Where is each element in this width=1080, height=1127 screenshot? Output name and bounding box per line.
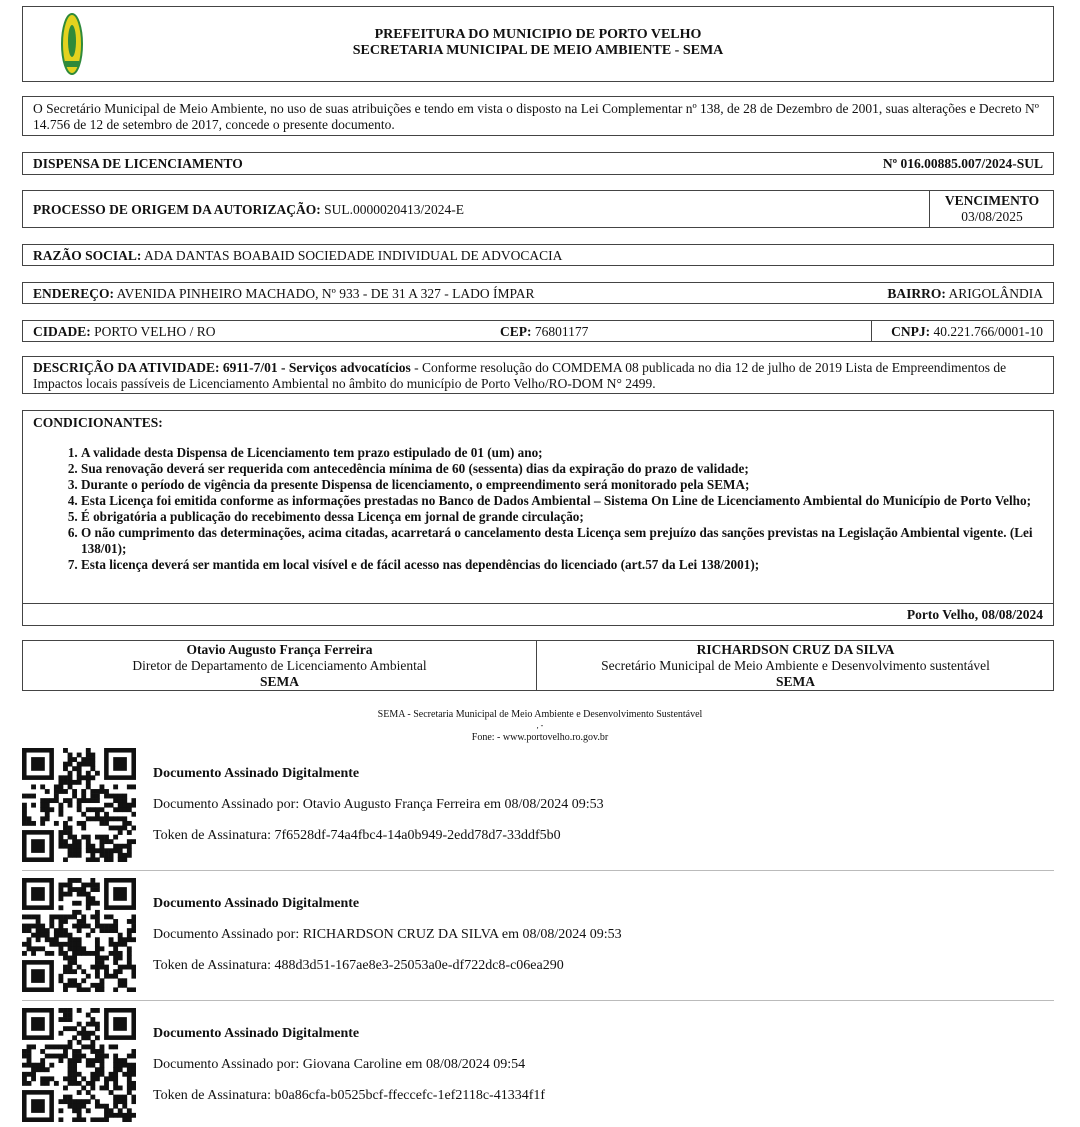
cidade-field <box>33 324 215 340</box>
endereco-label: ENDEREÇO: <box>33 286 115 301</box>
header-box <box>22 6 1054 82</box>
signature-by: Documento Assinado por: Otavio Augusto França Ferreira em 08/08/2024 09:53 <box>153 797 604 812</box>
razao-label: RAZÃO SOCIAL: <box>33 248 142 263</box>
bairro-field <box>887 286 1043 302</box>
footer-line-1: SEMA - Secretaria Municipal de Meio Ambiente e Desenvolvimento Sustentável <box>377 709 703 720</box>
condicionantes-box <box>22 410 1054 626</box>
list-item: 6. O não cumprimento das determinações, acima citadas, acarretará o cancelamento desta Licença sem prejuízo das sanções previstas na Legislação Ambiental vigente. (Lei 138/01); <box>81 525 1080 557</box>
qr-code-icon <box>22 878 136 992</box>
list-item: 5. É obrigatória a publicação do recebimento dessa Licença em jornal de grande circulação; <box>81 509 1080 525</box>
separator <box>22 1000 1054 1001</box>
cep-field <box>500 324 588 340</box>
qr-code-icon <box>22 748 136 862</box>
bairro-label: BAIRRO: <box>887 286 946 301</box>
list-item: 1. A validade desta Dispensa de Licenciamento tem prazo estipulado de 01 (um) ano; <box>81 445 1080 461</box>
footer-line-2: , - <box>536 721 544 730</box>
signature-token: Token de Assinatura: 7f6528df-74a4fbc4-14a0b949-2edd78d7-33ddf5b0 <box>153 828 561 843</box>
header-line-2: SECRETARIA MUNICIPAL DE MEIO AMBIENTE - SEMA <box>352 43 724 58</box>
signature-block-2 <box>153 896 622 974</box>
processo-field <box>33 202 464 218</box>
condicionantes-title: CONDICIONANTES: <box>33 415 163 430</box>
condicionantes-list <box>29 445 1080 573</box>
list-item: 3. Durante o período de vigência da presente Dispensa de licenciamento, o empreendimento será monitorado pela SEMA; <box>81 477 1080 493</box>
signatory-name: RICHARDSON CRUZ DA SILVA <box>696 642 895 657</box>
cidade-box <box>22 320 1054 342</box>
place-date: Porto Velho, 08/08/2024 <box>906 607 1043 622</box>
footer <box>0 708 1080 744</box>
signatory-2 <box>538 642 1053 690</box>
signatory-name: Otavio Augusto França Ferreira <box>186 642 373 657</box>
razao-box <box>22 244 1054 266</box>
cnpj-field <box>891 324 1043 340</box>
signatory-role: Diretor de Departamento de Licenciamento Ambiental <box>132 658 427 673</box>
atividade-value: - Conforme resolução do COMDEMA 08 publicada no dia 12 de julho de 2019 Lista de Empreendimentos de Impactos locais passíveis de Licenciamento Ambiental no âmbito do município de Porto Velho/RO-DOM N° 2499. <box>33 360 1007 391</box>
signature-block-1 <box>153 766 604 844</box>
signatory-divider <box>536 641 537 690</box>
processo-label: PROCESSO DE ORIGEM DA AUTORIZAÇÃO: <box>33 202 321 217</box>
razao-field <box>33 248 562 264</box>
doc-type-box <box>22 152 1054 175</box>
signature-token: Token de Assinatura: b0a86cfa-b0525bcf-ffeccefc-1ef2118c-41334f1f <box>153 1088 546 1103</box>
signatory-org: SEMA <box>775 674 815 689</box>
razao-value: ADA DANTAS BOABAID SOCIEDADE INDIVIDUAL DE ADVOCACIA <box>141 248 563 263</box>
atividade-label: DESCRIÇÃO DA ATIVIDADE: 6911-7/01 - Serviços advocatícios <box>33 360 411 375</box>
signatories-box <box>22 640 1054 691</box>
cnpj-label: CNPJ: <box>891 324 931 339</box>
signature-by: Documento Assinado por: RICHARDSON CRUZ DA SILVA em 08/08/2024 09:53 <box>153 927 622 942</box>
signature-title: Documento Assinado Digitalmente <box>153 766 360 781</box>
signature-title: Documento Assinado Digitalmente <box>153 1026 360 1041</box>
vencimento-label: VENCIMENTO <box>944 193 1040 208</box>
list-item: 2. Sua renovação deverá ser requerida com antecedência mínima de 60 (sessenta) dias da expiração do prazo de validade; <box>81 461 1080 477</box>
endereco-box <box>22 282 1054 304</box>
cidade-label: CIDADE: <box>33 324 91 339</box>
cnpj-divider <box>871 321 872 341</box>
vencimento-cell <box>929 191 1054 227</box>
endereco-value: AVENIDA PINHEIRO MACHADO, Nº 933 - DE 31 A 327 - LADO ÍMPAR <box>114 286 535 301</box>
cep-value: 76801177 <box>531 324 589 339</box>
list-item: 4. Esta Licença foi emitida conforme as informações prestadas no Banco de Dados Ambiental – Sistema On Line de Licenciamento Ambiental do Município de Porto Velho; <box>81 493 1080 509</box>
signature-token: Token de Assinatura: 488d3d51-167ae8e3-25053a0e-df722dc8-c06ea290 <box>153 958 564 973</box>
signatory-org: SEMA <box>259 674 299 689</box>
signatory-role: Secretário Municipal de Meio Ambiente e Desenvolvimento sustentável <box>601 658 990 673</box>
vencimento-value: 03/08/2025 <box>961 209 1023 224</box>
condicionantes-divider <box>23 603 1053 604</box>
header-line-1: PREFEITURA DO MUNICIPIO DE PORTO VELHO <box>374 27 702 42</box>
signature-by: Documento Assinado por: Giovana Caroline em 08/08/2024 09:54 <box>153 1057 526 1072</box>
intro-box <box>22 96 1054 136</box>
footer-line-3: Fone: - www.portovelho.ro.gov.br <box>471 732 609 743</box>
signature-block-3 <box>153 1026 545 1104</box>
separator <box>22 870 1054 871</box>
signatory-1 <box>23 642 536 690</box>
atividade-box <box>22 356 1054 394</box>
endereco-field <box>33 286 534 302</box>
signature-title: Documento Assinado Digitalmente <box>153 896 360 911</box>
qr-code-icon <box>22 1008 136 1122</box>
processo-box <box>22 190 1054 228</box>
doc-number: Nº 016.00885.007/2024-SUL <box>882 156 1043 171</box>
bairro-value: ARIGOLÂNDIA <box>945 286 1043 301</box>
doc-type: DISPENSA DE LICENCIAMENTO <box>33 156 243 171</box>
list-item: 7. Esta licença deverá ser mantida em local visível e de fácil acesso nas dependências do licenciado (art.57 da Lei 138/2001); <box>81 557 1080 573</box>
cnpj-value: 40.221.766/0001-10 <box>930 324 1043 339</box>
cep-label: CEP: <box>500 324 532 339</box>
cidade-value: PORTO VELHO / RO <box>90 324 216 339</box>
intro-text: O Secretário Municipal de Meio Ambiente, no uso de suas atribuições e tendo em vista o disposto na Lei Complementar nº 138, de 28 de Dezembro de 2001, suas alterações e Decreto Nº 14.756 de 12 de setembro de 2017, concede o presente documento. <box>33 101 1039 132</box>
processo-value: SUL.0000020413/2024-E <box>320 202 465 217</box>
